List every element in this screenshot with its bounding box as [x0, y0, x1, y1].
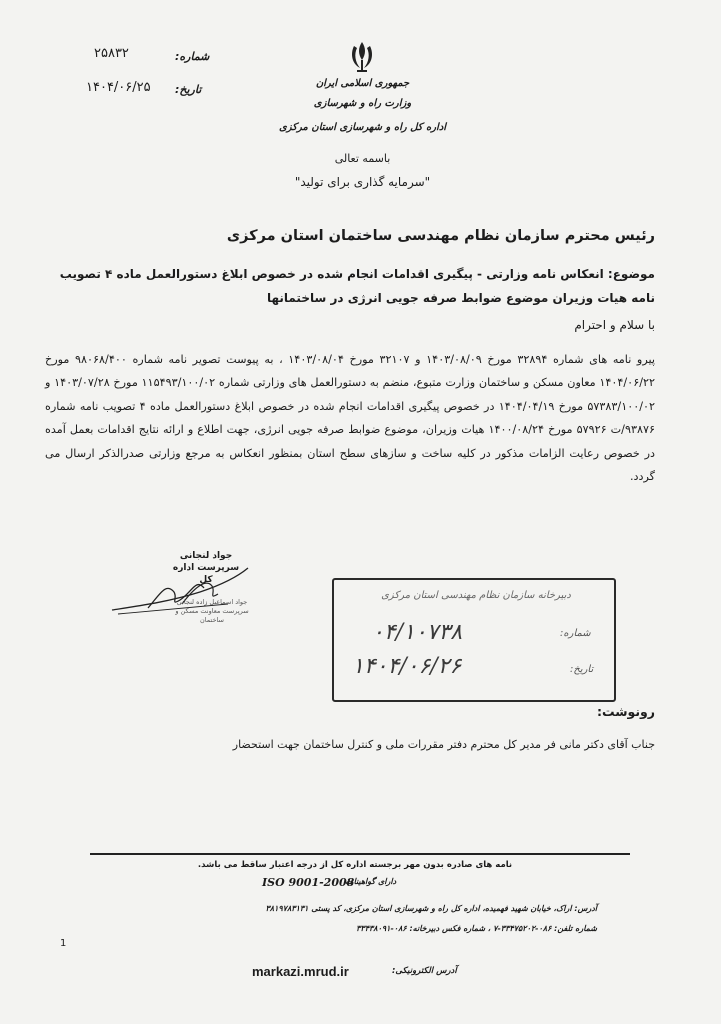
stamp-date: ۱۴۰۴/۰۶/۲۶ [352, 654, 462, 679]
header-country: جمهوری اسلامی ایران [315, 78, 410, 89]
signer-name-text: جواد لنجانی [179, 551, 233, 561]
letter-number: ۲۵۸۳۲ [94, 46, 129, 61]
salutation: با سلام و احترام [574, 318, 655, 332]
page-number: 1 [60, 938, 67, 949]
stamp-number: ۰۴/۱۰۷۳۸ [372, 620, 463, 645]
signer-title: سرپرست اداره کل [172, 563, 240, 585]
stamp-title: دبیرخانه سازمان نظام مهندسی استان مرکزی [381, 590, 571, 601]
header-slogan: "سرمایه گذاری برای تولید" [294, 175, 431, 189]
number-label: شماره: [175, 50, 210, 63]
signer-name [166, 550, 246, 586]
cc-title: رونوشت: [596, 704, 655, 719]
iran-emblem-icon [348, 40, 376, 74]
date-label: تاریخ: [175, 83, 202, 96]
footer-cert: دارای گواهینامه [345, 877, 397, 886]
stamp-date-label: تاریخ: [570, 664, 594, 675]
footer-notice: نامه های صادره بدون مهر برجسته اداره کل از درجه اعتبار ساقط می باشد. [197, 860, 513, 870]
signer-stamp-name: جواد اسماعیل زاده لنجانی [176, 598, 248, 606]
footer-iso: ISO 9001-2008 [262, 876, 355, 889]
footer-phones: شماره تلفن: ۰۸۶-۳۳۴۷۵۲۰۲-۷ ، شماره فکس دبیرخانه: ۰۸۶-۳۳۴۳۸۰۹۱ [356, 924, 597, 933]
footer-website-link[interactable]: markazi.mrud.ir [252, 964, 349, 979]
subject-line: موضوع: انعکاس نامه وزارتی - پیگیری اقدامات انجام شده در خصوص ابلاغ دستورالعمل ماده ۴ تصویب نامه هیات وزیران موضوع ضوابط صرفه جویی انرژی در ساختمانها [59, 267, 655, 305]
header-basmala: باسمه تعالی [334, 152, 391, 165]
stamp-number-label: شماره: [560, 628, 591, 639]
letter-body: پیرو نامه های شماره ۳۲۸۹۴ مورخ ۱۴۰۳/۰۸/۰۹ و ۳۲۱۰۷ مورخ ۱۴۰۳/۰۸/۰۴ ، به پیوست تصویر نامه شماره ۹۸۰۶۸/۴۰۰ مورخ ۱۴۰۴/۰۶/۲۲ معاون مسکن و ساختمان وزارت متبوع، منضم به دستورالعمل های وزارتی شماره ۱۱۵۴۹۳/۱۰۰/۰۲ مورخ ۱۴۰۳/۰۷/۲۸ و ۵۷۳۸۳/۱۰۰/۰۲ مورخ ۱۴۰۴/۰۴/۱۹ در خصوص پیگیری اقدامات انجام شده در خصوص ابلاغ دستورالعمل ماده ۴ تصویب نامه شماره ۹۳۸۷۶/ت ۵۷۹۲۶ مورخ ۱۴۰۰/۰۸/۲۴ هیات وزیران، موضوع ضوابط صرفه جویی انرژی، جهت اطلاع و ارائه نتایج اقدامات بعمل آمده در خصوص رعایت الزامات مذکور در کلیه ساخت و سازهای سطح استان بمنظور انعکاس به مرجع وزارتی صدرالذکر ارسال می گردد. [45, 353, 656, 484]
footer-email-label: آدرس الکترونیکی: [392, 966, 457, 976]
signer-stamp [172, 598, 252, 625]
header-department: اداره کل راه و شهرسازی استان مرکزی [278, 122, 447, 133]
header-ministry: وزارت راه و شهرسازی [313, 98, 412, 109]
letter-date: ۱۴۰۴/۰۶/۲۵ [86, 80, 151, 95]
cc-text: جناب آقای دکتر مانی فر مدیر کل محترم دفتر مقررات ملی و کنترل ساختمان جهت استحضار [232, 738, 655, 751]
addressee: رئیس محترم سازمان نظام مهندسی ساختمان استان مرکزی [226, 228, 655, 244]
footer-divider [90, 853, 630, 855]
signer-stamp-title: سرپرست معاونت مسکن و ساختمان [175, 607, 249, 624]
footer-address: آدرس: اراک، خیابان شهید فهمیده، اداره کل راه و شهرسازی استان مرکزی، کد پستی ۳۸۱۹۷۸۳۱۳۱ [265, 904, 597, 913]
